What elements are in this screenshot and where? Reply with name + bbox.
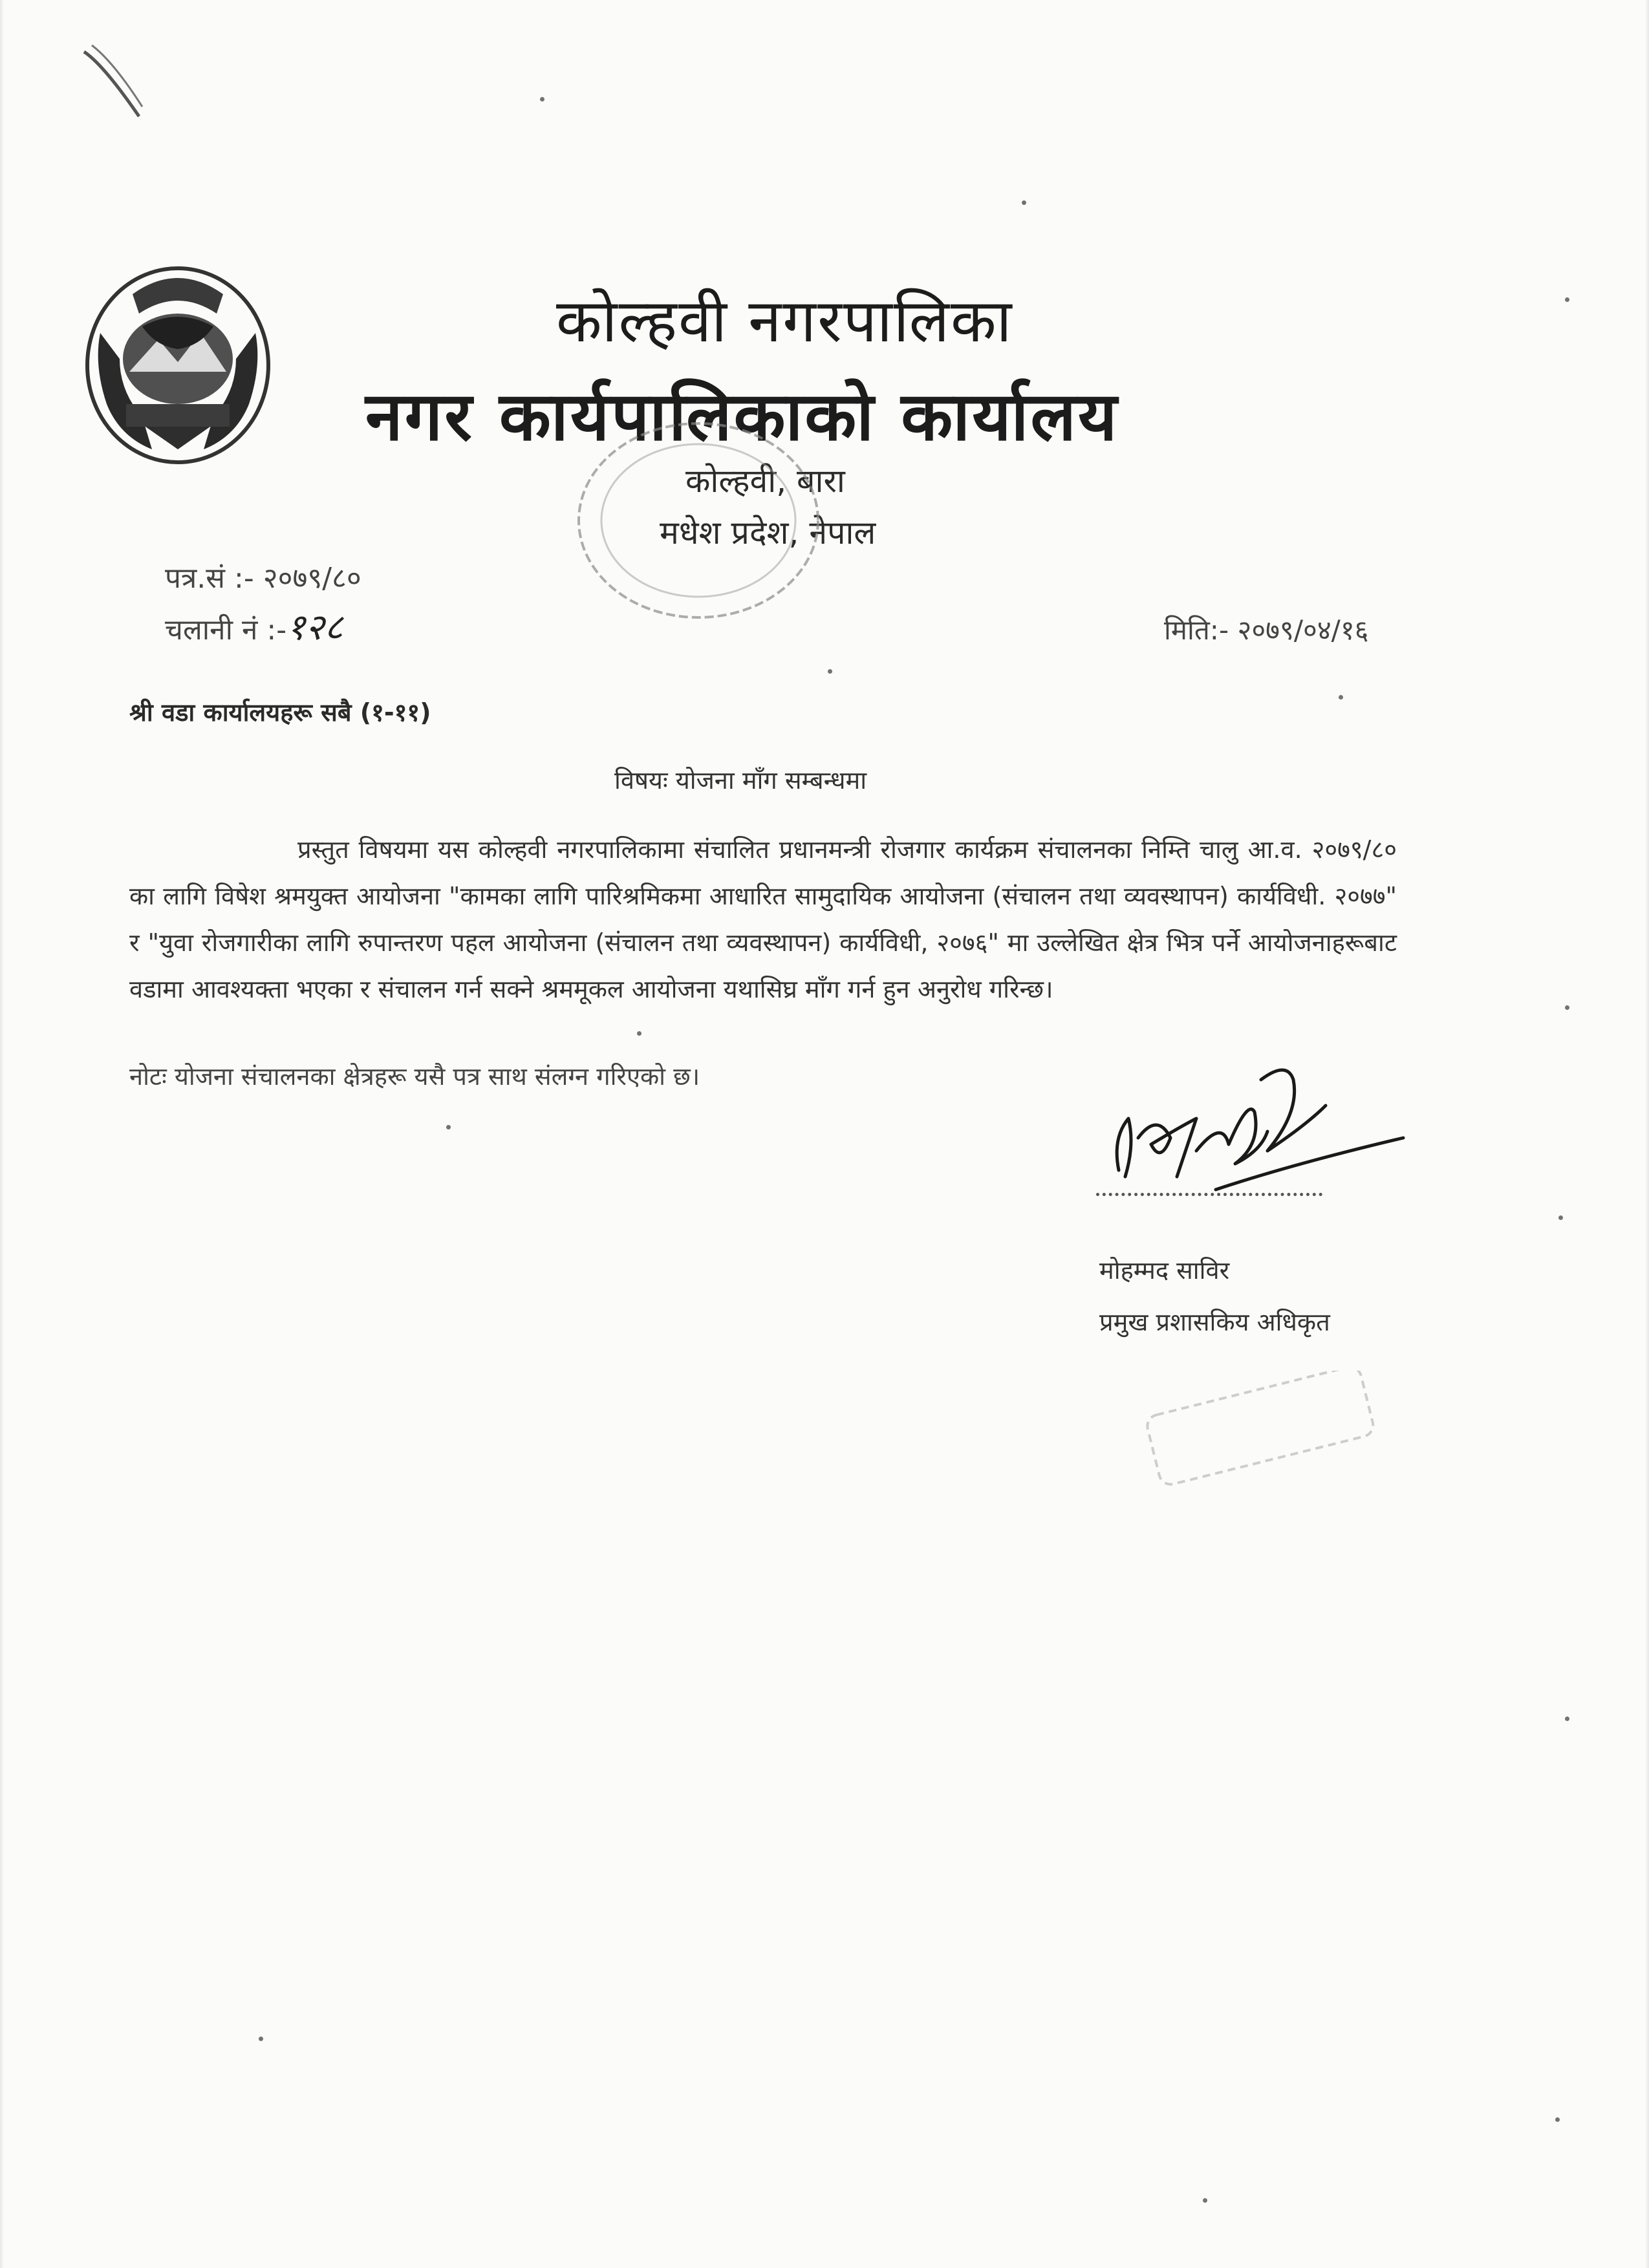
- letter-number-value: २०७९/८०: [263, 562, 361, 595]
- scan-speck: [1339, 695, 1343, 700]
- dispatch-number-label: चलानी नं :-: [165, 614, 287, 647]
- scan-speck: [1565, 1005, 1569, 1010]
- letter-body: प्रस्तुत विषयमा यस कोल्हवी नगरपालिकामा संचालित प्रधानमन्त्री रोजगार कार्यक्रम संचालनका निम्ति चालु आ.व. २०७९/८० का लागि विषेश श्रमयुक्त आयोजना "कामका लागि पारिश्रमिकमा आधारित सामुदायिक आयोजना (संचालन तथा व्यवस्थापन) कार्यविधी. २०७७" र "युवा रोजगारीका लागि रुपान्तरण पहल आयोजना (संचालन तथा व्यवस्थापन) कार्यविधी, २०७६" मा उल्लेखित क्षेत्र भित्र पर्ने आयोजनाहरूबाट वडामा आवश्यक्ता भएका र संचालन गर्न सक्ने श्रममूकल आयोजना यथासिघ्र माँग गर्न हुन अनुरोध गरिन्छ।: [129, 835, 1397, 1003]
- scan-speck: [1565, 297, 1569, 302]
- letter-number: [165, 557, 361, 596]
- scan-speck: [540, 97, 544, 102]
- recipient: श्री वडा कार्यालयहरू सबै (१-११): [129, 698, 431, 727]
- date-value: २०७९/०४/१६: [1237, 614, 1369, 646]
- dispatch-number-value: १२८: [286, 606, 343, 648]
- scan-speck: [1022, 200, 1026, 205]
- signature-mark: [1099, 1041, 1410, 1209]
- scan-speck: [1558, 1215, 1563, 1220]
- signatory-name: मोहम्मद साविर: [1099, 1256, 1230, 1285]
- scan-speck: [637, 1031, 641, 1036]
- dispatch-number: [165, 601, 343, 650]
- office-stamp-icon: [569, 414, 828, 627]
- scan-speck: [259, 2037, 263, 2041]
- letter-date: [1164, 611, 1369, 648]
- scan-speck: [1203, 2198, 1207, 2203]
- scan-edge-right: [1645, 0, 1649, 2268]
- note-line: नोटः योजना संचालनका क्षेत्रहरू यसै पत्र साथ संलग्न गरिएको छ।: [129, 1062, 700, 1091]
- scan-speck: [446, 1125, 451, 1129]
- date-label: मिति:-: [1164, 614, 1229, 646]
- scan-speck: [1555, 2117, 1560, 2122]
- nepal-emblem-icon: [81, 255, 275, 469]
- address-line-district: कोल्हवी, बारा: [685, 462, 845, 500]
- signatory-stamp-icon: [1138, 1371, 1384, 1487]
- address-line-province: मधेश प्रदेश, नेपाल: [660, 514, 876, 551]
- paperclip-mark: [78, 39, 149, 123]
- signatory-title: प्रमुख प्रशासकिय अधिकृत: [1099, 1308, 1330, 1336]
- scan-speck: [828, 669, 832, 674]
- scan-speck: [1565, 1717, 1569, 1721]
- office-title: नगर कार्यपालिकाको कार्यालय: [365, 377, 1119, 456]
- signature-line: [1096, 1193, 1322, 1196]
- scan-edge-left: [0, 0, 4, 2268]
- letter-number-label: पत्र.सं :-: [165, 562, 254, 595]
- subject-line: विषयः योजना माँग सम्बन्धमा: [614, 766, 867, 795]
- municipality-name: कोल्हवी नगरपालिका: [556, 286, 1013, 356]
